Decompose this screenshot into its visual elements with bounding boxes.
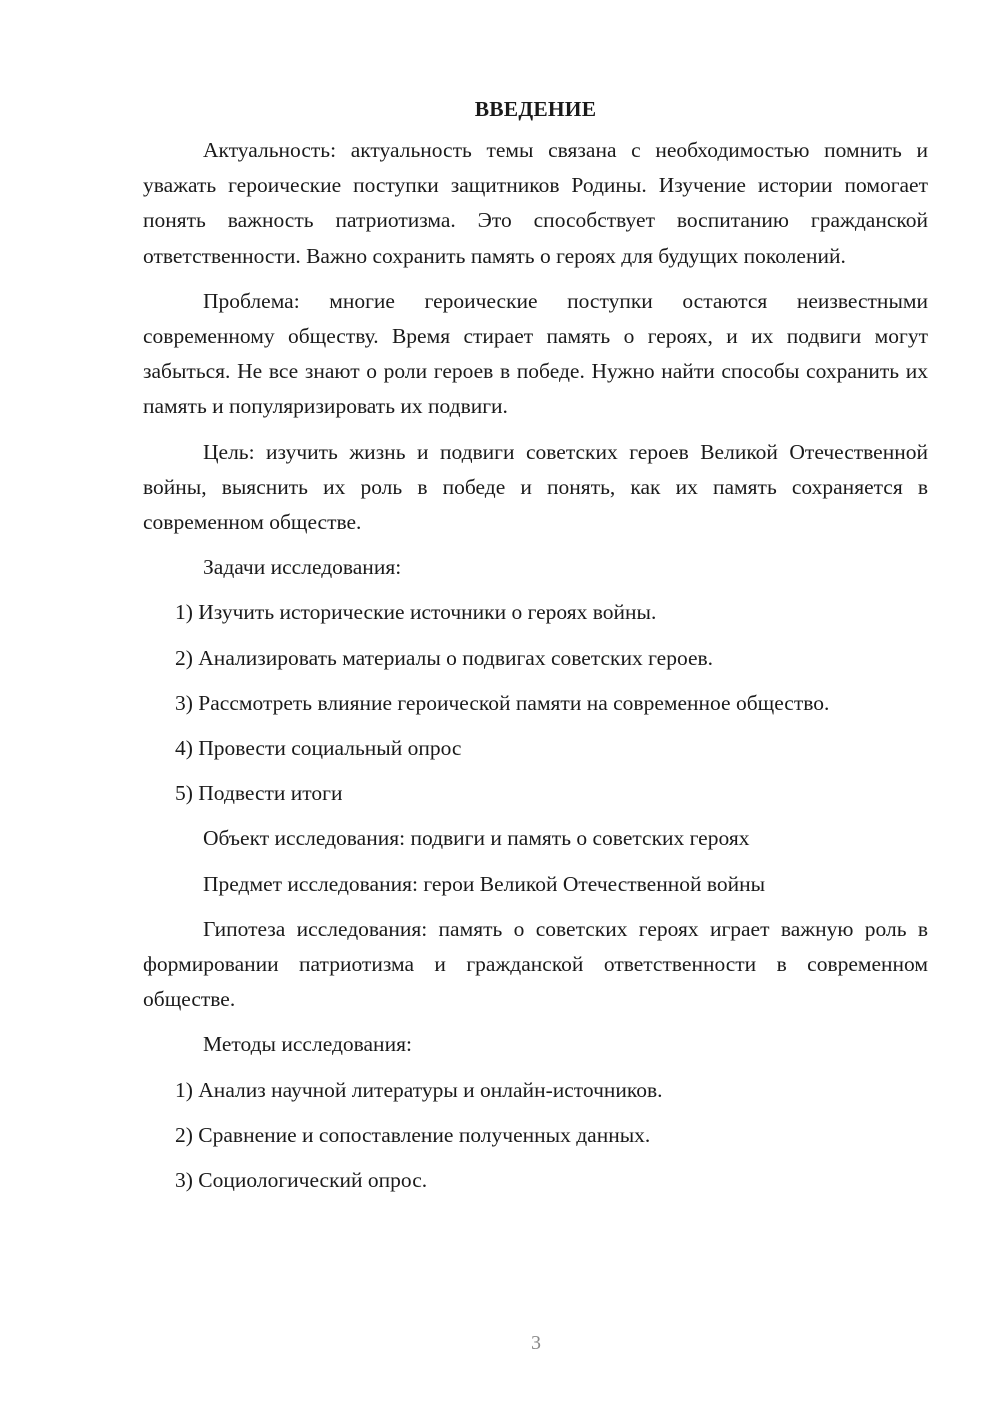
hypothesis-paragraph: Гипотеза исследования: память о советских героях играет важную роль в формировании патриотизма и гражданской ответственности в современном обществе. bbox=[143, 916, 928, 1012]
tasks-title: Задачи исследования: bbox=[203, 555, 402, 580]
research-object: Объект исследования: подвиги и память о советских героях bbox=[203, 826, 750, 851]
relevance-paragraph: Актуальность: актуальность темы связана с необходимостью помнить и уважать героические поступки защитников Родины. Изучение истории помогает понять важность патриотизма. Это способствует воспитанию гражданской ответственности. Важно сохранить память о героях для будущих поколений. bbox=[143, 138, 928, 268]
methods-title: Методы исследования: bbox=[203, 1032, 412, 1057]
method-item-3: 3) Социологический опрос. bbox=[175, 1168, 428, 1193]
task-item-3: 3) Рассмотреть влияние героической памяти на современное общество. bbox=[175, 690, 830, 715]
document-page bbox=[143, 92, 928, 1208]
method-item-1: 1) Анализ научной литературы и онлайн-источников. bbox=[175, 1077, 663, 1102]
page-number: 3 bbox=[531, 1332, 541, 1354]
section-heading: ВВЕДЕНИЕ bbox=[474, 97, 597, 121]
task-item-1: 1) Изучить исторические источники о героях войны. bbox=[175, 600, 657, 625]
task-item-4: 4) Провести социальный опрос bbox=[175, 736, 462, 761]
method-item-2: 2) Сравнение и сопоставление полученных данных. bbox=[175, 1122, 651, 1147]
task-item-5: 5) Подвести итоги bbox=[175, 781, 343, 806]
research-subject: Предмет исследования: герои Великой Отечественной войны bbox=[203, 871, 766, 896]
problem-paragraph: Проблема: многие героические поступки остаются неизвестными современному обществу. Время стирает память о героях, и их подвиги могут забыться. Не все знают о роли героев в победе. Нужно найти способы сохранить их память и популяризировать их подвиги. bbox=[143, 288, 928, 419]
goal-paragraph: Цель: изучить жизнь и подвиги советских героев Великой Отечественной войны, выяснить их роль в победе и понять, как их память сохраняется в современном обществе. bbox=[143, 439, 928, 535]
task-item-2: 2) Анализировать материалы о подвигах советских героев. bbox=[175, 645, 714, 670]
